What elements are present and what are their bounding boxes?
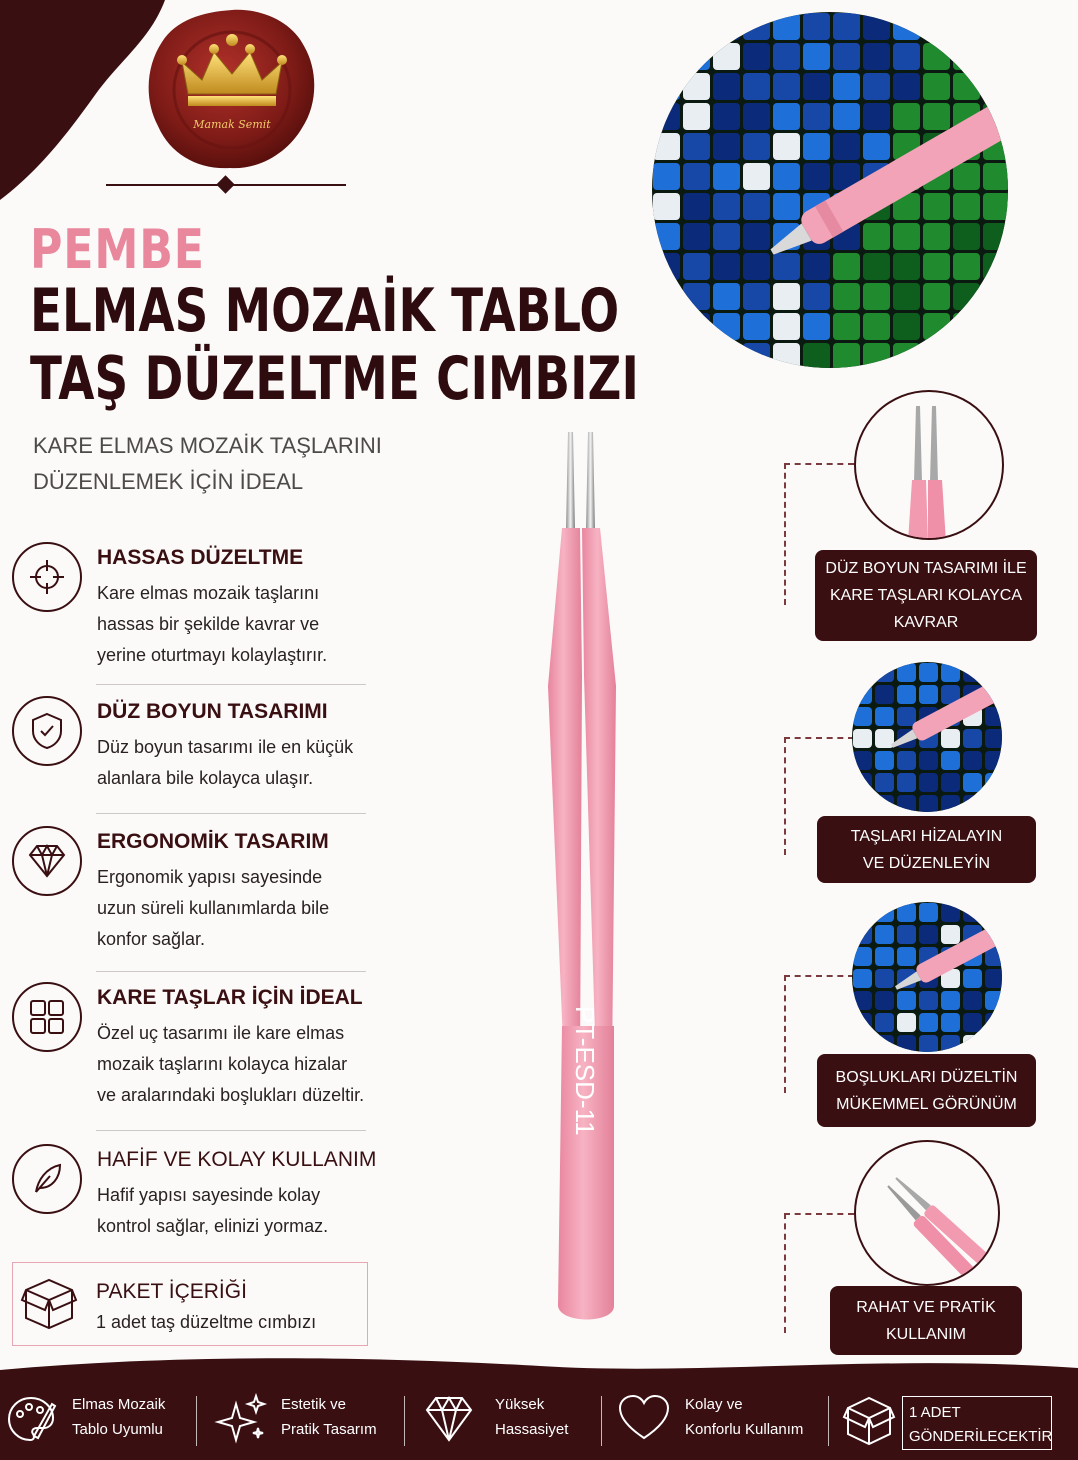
mosaic-tile <box>875 925 894 944</box>
mosaic-tile <box>833 343 860 368</box>
mosaic-tile <box>963 663 982 682</box>
mosaic-tile <box>653 223 680 250</box>
mosaic-tile <box>897 707 916 726</box>
mosaic-tile <box>713 223 740 250</box>
mosaic-tile <box>985 751 1002 770</box>
bottom-separator <box>404 1396 405 1446</box>
mosaic-tile <box>897 751 916 770</box>
mosaic-tile <box>833 13 860 40</box>
package-text: 1 adet taş düzeltme cımbızı <box>96 1312 317 1332</box>
mosaic-tile <box>875 685 894 704</box>
mosaic-tile <box>941 1035 960 1052</box>
mosaic-tile <box>653 313 680 340</box>
mosaic-tile <box>983 313 1008 340</box>
mosaic-tile <box>893 223 920 250</box>
mosaic-tile <box>773 313 800 340</box>
mosaic-tile <box>713 73 740 100</box>
mosaic-tile <box>773 343 800 368</box>
mosaic-tile <box>743 133 770 160</box>
mosaic-tile <box>863 103 890 130</box>
title-line-1: ELMAS MOZAİK TABLO <box>30 276 620 346</box>
bottom-feature-quantity: 1 ADET GÖNDERİLECEKTİR <box>902 1396 1052 1450</box>
mosaic-tile <box>875 947 894 966</box>
mosaic-tile <box>983 13 1008 40</box>
feature-title: DÜZ BOYUN TASARIMI <box>97 700 328 723</box>
mosaic-tile <box>941 1013 960 1032</box>
mosaic-tile <box>963 729 982 748</box>
mosaic-tile <box>963 991 982 1010</box>
mosaic-tile <box>853 795 872 812</box>
mosaic-tile <box>919 663 938 682</box>
mosaic-tile <box>853 969 872 988</box>
mosaic-tile <box>953 223 980 250</box>
mosaic-tile <box>833 43 860 70</box>
brand-seal-logo <box>142 4 322 174</box>
mosaic-tile <box>985 1035 1002 1052</box>
mosaic-tile <box>983 283 1008 310</box>
mosaic-tile <box>853 991 872 1010</box>
mosaic-tile <box>803 103 830 130</box>
mosaic-tile <box>803 343 830 368</box>
mosaic-tile <box>773 163 800 190</box>
mosaic-tile <box>683 133 710 160</box>
mosaic-tile <box>653 103 680 130</box>
mosaic-tile <box>941 795 960 812</box>
feature-title: KARE TAŞLAR İÇİN İDEAL <box>97 986 363 1009</box>
mosaic-tile <box>919 773 938 792</box>
mosaic-tile <box>985 795 1002 812</box>
box-icon <box>20 1272 78 1334</box>
mosaic-tile <box>897 685 916 704</box>
palette-icon <box>4 1392 58 1446</box>
mosaic-tile <box>853 925 872 944</box>
callout-connector <box>784 1213 786 1333</box>
mosaic-tile <box>983 193 1008 220</box>
mosaic-tile <box>853 903 872 922</box>
mosaic-tile <box>833 73 860 100</box>
mosaic-tile <box>853 685 872 704</box>
mosaic-tile <box>743 163 770 190</box>
mosaic-tile <box>773 193 800 220</box>
mosaic-tile <box>897 991 916 1010</box>
mosaic-tile <box>773 73 800 100</box>
mosaic-tile <box>853 1035 872 1052</box>
mosaic-tile <box>803 163 830 190</box>
mosaic-tile <box>941 663 960 682</box>
mosaic-tile <box>897 1035 916 1052</box>
mosaic-tile <box>713 43 740 70</box>
mosaic-tile <box>863 313 890 340</box>
mosaic-tile <box>923 193 950 220</box>
mosaic-tile <box>863 73 890 100</box>
mosaic-tile <box>985 969 1002 988</box>
mosaic-tile <box>875 773 894 792</box>
subtitle <box>33 428 453 500</box>
mosaic-tile <box>919 991 938 1010</box>
mosaic-tile <box>853 947 872 966</box>
mosaic-tile <box>983 253 1008 280</box>
mosaic-tile <box>893 73 920 100</box>
mosaic-tile <box>773 253 800 280</box>
mosaic-tile <box>953 163 980 190</box>
callout-connector <box>784 975 786 1093</box>
mosaic-tile <box>893 253 920 280</box>
title-color: PEMBE <box>30 218 205 281</box>
mosaic-tile <box>743 343 770 368</box>
mosaic-tile <box>863 43 890 70</box>
mosaic-tile <box>983 163 1008 190</box>
mosaic-tile <box>875 707 894 726</box>
mosaic-tile <box>833 133 860 160</box>
mosaic-tile <box>713 343 740 368</box>
mosaic-tile <box>893 283 920 310</box>
mosaic-tile <box>713 313 740 340</box>
mosaic-tile <box>683 223 710 250</box>
callout-connector <box>784 737 786 855</box>
mosaic-tile <box>713 283 740 310</box>
feature-description: Kare elmas mozaik taşlarını hassas bir şekilde kavrar ve yerine oturtmayı kolaylaştırır. <box>97 583 328 665</box>
mosaic-tile <box>941 773 960 792</box>
mosaic-tile <box>683 73 710 100</box>
mosaic-tile <box>863 283 890 310</box>
mosaic-tile <box>683 193 710 220</box>
mosaic-tile <box>953 193 980 220</box>
mosaic-tile <box>833 313 860 340</box>
mosaic-tile <box>919 685 938 704</box>
callout-image-align <box>852 662 1002 812</box>
mosaic-tile <box>773 283 800 310</box>
gem-icon <box>422 1392 476 1446</box>
mosaic-tile <box>833 283 860 310</box>
mosaic-tile <box>683 163 710 190</box>
mosaic-tile <box>833 253 860 280</box>
mosaic-tile <box>963 1013 982 1032</box>
bottom-separator <box>601 1396 602 1446</box>
mosaic-tile <box>923 43 950 70</box>
mosaic-tile <box>941 729 960 748</box>
mosaic-tile <box>683 283 710 310</box>
mosaic-tile <box>803 313 830 340</box>
mosaic-tile <box>853 751 872 770</box>
svg-text:Mamak Semit: Mamak Semit <box>193 118 271 131</box>
mosaic-tile <box>743 13 770 40</box>
grid-icon <box>12 982 82 1052</box>
mosaic-tile <box>743 223 770 250</box>
mosaic-tile <box>853 1013 872 1032</box>
mosaic-tile <box>863 13 890 40</box>
mosaic-tile <box>893 343 920 368</box>
mosaic-tile <box>963 751 982 770</box>
mosaic-tile <box>713 193 740 220</box>
feature-description: Özel uç tasarımı ile kare elmas mozaik taşlarını kolayca hizalar ve aralarındaki boşlukları düzeltir. <box>97 1023 365 1105</box>
callout-label-straight-neck: DÜZ BOYUN TASARIMI İLE KARE TAŞLARI KOLAYCA KAVRAR <box>815 550 1037 641</box>
mosaic-tile <box>713 133 740 160</box>
mosaic-tile <box>897 795 916 812</box>
bottom-separator <box>828 1396 829 1446</box>
mosaic-tile <box>773 43 800 70</box>
mosaic-tile <box>941 903 960 922</box>
mosaic-tile <box>743 193 770 220</box>
callout-connector <box>784 975 854 977</box>
callout-image-comfort <box>854 1140 1000 1286</box>
mosaic-tile <box>875 729 894 748</box>
mosaic-tile <box>897 925 916 944</box>
mosaic-tile <box>803 13 830 40</box>
mosaic-tile <box>773 133 800 160</box>
mosaic-tile <box>863 253 890 280</box>
mosaic-tile <box>653 43 680 70</box>
mosaic-tile <box>653 193 680 220</box>
title-line-2: TAŞ DÜZELTME CIMBIZI <box>30 344 639 414</box>
mosaic-tile <box>713 13 740 40</box>
mosaic-tile <box>897 903 916 922</box>
mosaic-tile <box>863 133 890 160</box>
mosaic-tile <box>963 773 982 792</box>
feature-description: Düz boyun tasarımı ile en küçük alanlara bile kolayca ulaşır. <box>97 737 354 788</box>
mosaic-tile <box>953 343 980 368</box>
mosaic-tile <box>893 43 920 70</box>
mosaic-tile <box>653 253 680 280</box>
mosaic-tile <box>833 103 860 130</box>
callout-connector <box>784 463 854 465</box>
callout-label-gaps: BOŞLUKLARI DÜZELTİN MÜKEMMEL GÖRÜNÜM <box>817 1054 1036 1127</box>
mosaic-tile <box>919 925 938 944</box>
mosaic-tile <box>923 253 950 280</box>
feature-description: Ergonomik yapısı sayesinde uzun süreli kullanımlarda bile konfor sağlar. <box>97 867 330 949</box>
subtitle-line-2: DÜZENLEMEK İÇİN İDEAL <box>33 469 304 494</box>
mosaic-tile <box>803 73 830 100</box>
mosaic-tile <box>803 43 830 70</box>
mosaic-tile <box>983 223 1008 250</box>
mosaic-tile <box>919 903 938 922</box>
mosaic-tile <box>923 223 950 250</box>
mosaic-tile <box>985 903 1002 922</box>
mosaic-closeup-image <box>652 12 1008 368</box>
callout-image-gaps <box>852 902 1002 1052</box>
seal-divider-diamond <box>216 175 234 193</box>
feature-title: HASSAS DÜZELTME <box>97 546 304 569</box>
mosaic-tile <box>773 13 800 40</box>
package-title: PAKET İÇERİĞİ <box>96 1280 247 1303</box>
mosaic-tile <box>743 313 770 340</box>
mosaic-tile <box>983 73 1008 100</box>
mosaic-tile <box>923 73 950 100</box>
mosaic-tile <box>863 223 890 250</box>
mosaic-tile <box>683 13 710 40</box>
callout-connector <box>784 463 786 605</box>
shield-check-icon <box>12 696 82 766</box>
mosaic-tile <box>875 903 894 922</box>
mosaic-tile <box>875 751 894 770</box>
mosaic-tile <box>893 313 920 340</box>
mosaic-tile <box>683 103 710 130</box>
mosaic-tile <box>683 313 710 340</box>
bottom-feature-comfort: Kolay ve Konforlu Kullanım <box>685 1396 804 1438</box>
mosaic-tile <box>713 163 740 190</box>
mosaic-tile <box>743 253 770 280</box>
mosaic-tile <box>923 103 950 130</box>
mosaic-tile <box>897 947 916 966</box>
mosaic-tile <box>897 773 916 792</box>
mosaic-tile <box>803 283 830 310</box>
mosaic-tile <box>953 313 980 340</box>
mosaic-tile <box>853 729 872 748</box>
mosaic-tile <box>743 73 770 100</box>
feather-icon <box>12 1144 82 1214</box>
mosaic-tile <box>941 991 960 1010</box>
bottom-feature-compatible: Elmas Mozaik Tablo Uyumlu <box>72 1396 166 1438</box>
mosaic-tile <box>803 133 830 160</box>
mosaic-tile <box>983 343 1008 368</box>
diamond-icon <box>12 826 82 896</box>
mosaic-tile <box>875 969 894 988</box>
mosaic-tile <box>653 133 680 160</box>
mosaic-tile <box>853 663 872 682</box>
mosaic-tile <box>683 253 710 280</box>
mosaic-tile <box>875 1013 894 1032</box>
mosaic-tile <box>893 103 920 130</box>
mosaic-tile <box>875 795 894 812</box>
feature-title: ERGONOMİK TASARIM <box>97 830 329 853</box>
feature-divider <box>96 971 366 972</box>
heart-icon <box>616 1392 672 1446</box>
mosaic-tile <box>941 751 960 770</box>
mosaic-tile <box>653 163 680 190</box>
mosaic-tile <box>919 1035 938 1052</box>
mosaic-tile <box>985 729 1002 748</box>
mosaic-tile <box>963 903 982 922</box>
mosaic-tile <box>875 991 894 1010</box>
mosaic-tile <box>963 1035 982 1052</box>
bottom-feature-design: Estetik ve Pratik Tasarım <box>281 1396 377 1438</box>
mosaic-tile <box>875 1035 894 1052</box>
feature-description: Hafif yapısı sayesinde kolay kontrol sağlar, elinizi yormaz. <box>97 1185 329 1236</box>
feature-divider <box>96 813 366 814</box>
mosaic-tile <box>893 13 920 40</box>
mosaic-tile <box>941 925 960 944</box>
mosaic-tile <box>653 343 680 368</box>
mosaic-tile <box>803 253 830 280</box>
tweezer-product-image <box>540 426 630 1336</box>
mosaic-tile <box>683 43 710 70</box>
callout-connector <box>784 737 854 739</box>
box-icon <box>842 1392 896 1448</box>
mosaic-tile <box>919 795 938 812</box>
mosaic-tile <box>653 73 680 100</box>
mosaic-tile <box>743 43 770 70</box>
mosaic-tile <box>743 103 770 130</box>
mosaic-tile <box>853 773 872 792</box>
mosaic-tile <box>773 103 800 130</box>
mosaic-tile <box>985 707 1002 726</box>
mosaic-tile <box>953 43 980 70</box>
bottom-separator <box>196 1396 197 1446</box>
mosaic-tile <box>983 43 1008 70</box>
mosaic-tile <box>923 313 950 340</box>
callout-connector <box>784 1213 854 1215</box>
mosaic-tile <box>963 795 982 812</box>
mosaic-tile <box>953 283 980 310</box>
mosaic-tile <box>985 663 1002 682</box>
feature-title: HAFİF VE KOLAY KULLANIM <box>97 1148 377 1171</box>
feature-divider <box>96 1130 366 1131</box>
mosaic-tile <box>653 283 680 310</box>
crosshair-icon <box>12 542 82 612</box>
mosaic-tile <box>919 751 938 770</box>
mosaic-tile <box>897 663 916 682</box>
mosaic-tile <box>923 283 950 310</box>
mosaic-tile <box>653 13 680 40</box>
mosaic-tile <box>919 1013 938 1032</box>
mosaic-tile <box>853 707 872 726</box>
bottom-feature-precision: Yüksek Hassasiyet <box>495 1396 569 1438</box>
mosaic-tile <box>683 343 710 368</box>
subtitle-line-1: KARE ELMAS MOZAİK TAŞLARINI <box>33 433 382 458</box>
mosaic-tile <box>923 343 950 368</box>
mosaic-tile <box>863 343 890 368</box>
mosaic-tile <box>953 73 980 100</box>
mosaic-tile <box>953 13 980 40</box>
callout-image-tip <box>854 390 1004 540</box>
callout-label-comfort: RAHAT VE PRATİK KULLANIM <box>830 1286 1022 1355</box>
mosaic-tile <box>985 773 1002 792</box>
mosaic-tile <box>985 991 1002 1010</box>
mosaic-tile <box>963 969 982 988</box>
mosaic-tile <box>985 1013 1002 1032</box>
mosaic-tile <box>713 103 740 130</box>
callout-label-align: TAŞLARI HİZALAYIN VE DÜZENLEYİN <box>817 816 1036 883</box>
sparkle-icon <box>214 1392 268 1446</box>
mosaic-tile <box>923 13 950 40</box>
svg-text:PT-ESD-11: PT-ESD-11 <box>570 1006 600 1136</box>
mosaic-tile <box>953 253 980 280</box>
mosaic-tile <box>743 283 770 310</box>
mosaic-tile <box>897 1013 916 1032</box>
feature-divider <box>96 684 366 685</box>
mosaic-tile <box>713 253 740 280</box>
mosaic-tile <box>875 663 894 682</box>
